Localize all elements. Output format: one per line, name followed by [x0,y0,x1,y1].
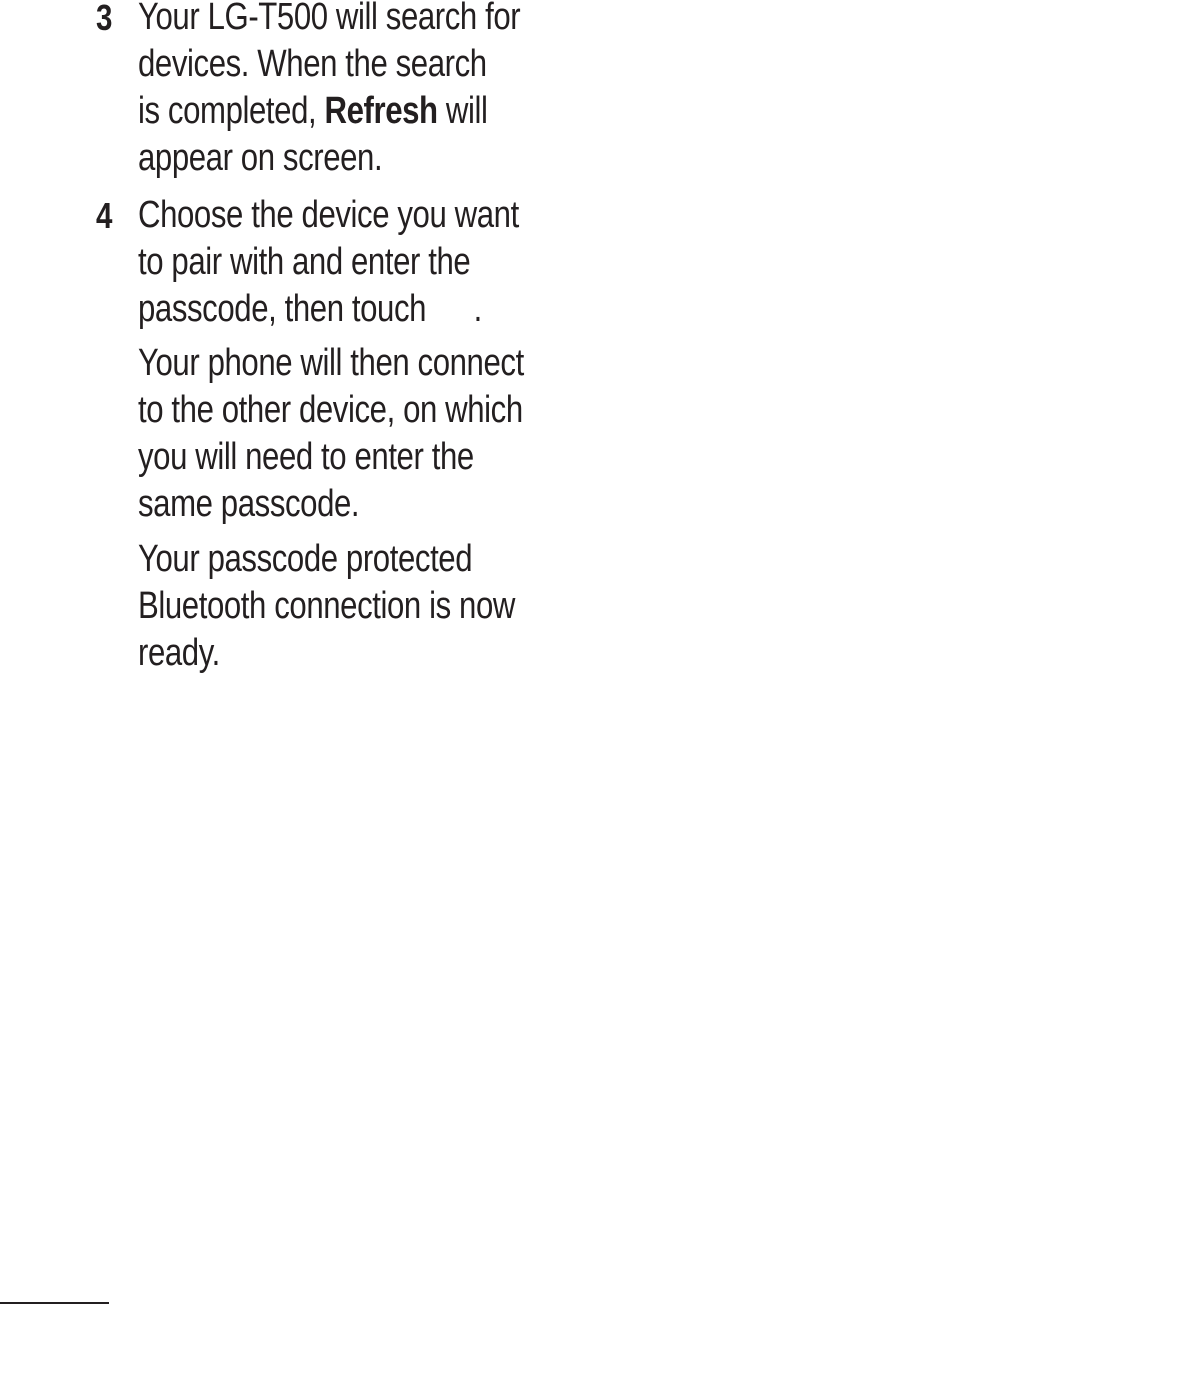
step-text [138,192,523,333]
text-line [138,286,523,333]
text-line: you will need to enter the [138,436,474,478]
text-line: to pair with and enter the [138,241,471,283]
text-line [138,88,523,135]
text-line: appear on screen. [138,137,383,179]
text-line: same passcode. [138,483,360,525]
text-line: Your phone will then connect [138,342,524,384]
paragraph-connect [138,340,523,528]
text-line: Your passcode protected [138,538,473,580]
text-line: Your LG-T500 will search for [138,0,521,38]
text-line: ready. [138,632,220,674]
refresh-label: Refresh [324,90,438,132]
text-fragment: will [437,90,488,132]
text-line: to the other device, on which [138,389,523,431]
step-number: 3 [96,0,113,38]
paragraph-ready [138,536,523,677]
text-line: Bluetooth connection is now [138,585,515,627]
text-line: devices. When the search [138,43,487,85]
text-fragment: is completed, [138,90,325,132]
step-number: 4 [96,195,113,236]
text-fragment: passcode, then touch [138,288,427,330]
footer-rule [0,1302,109,1304]
step-text [138,0,523,182]
text-line: Choose the device you want [138,194,519,236]
text-fragment: . [473,288,482,330]
